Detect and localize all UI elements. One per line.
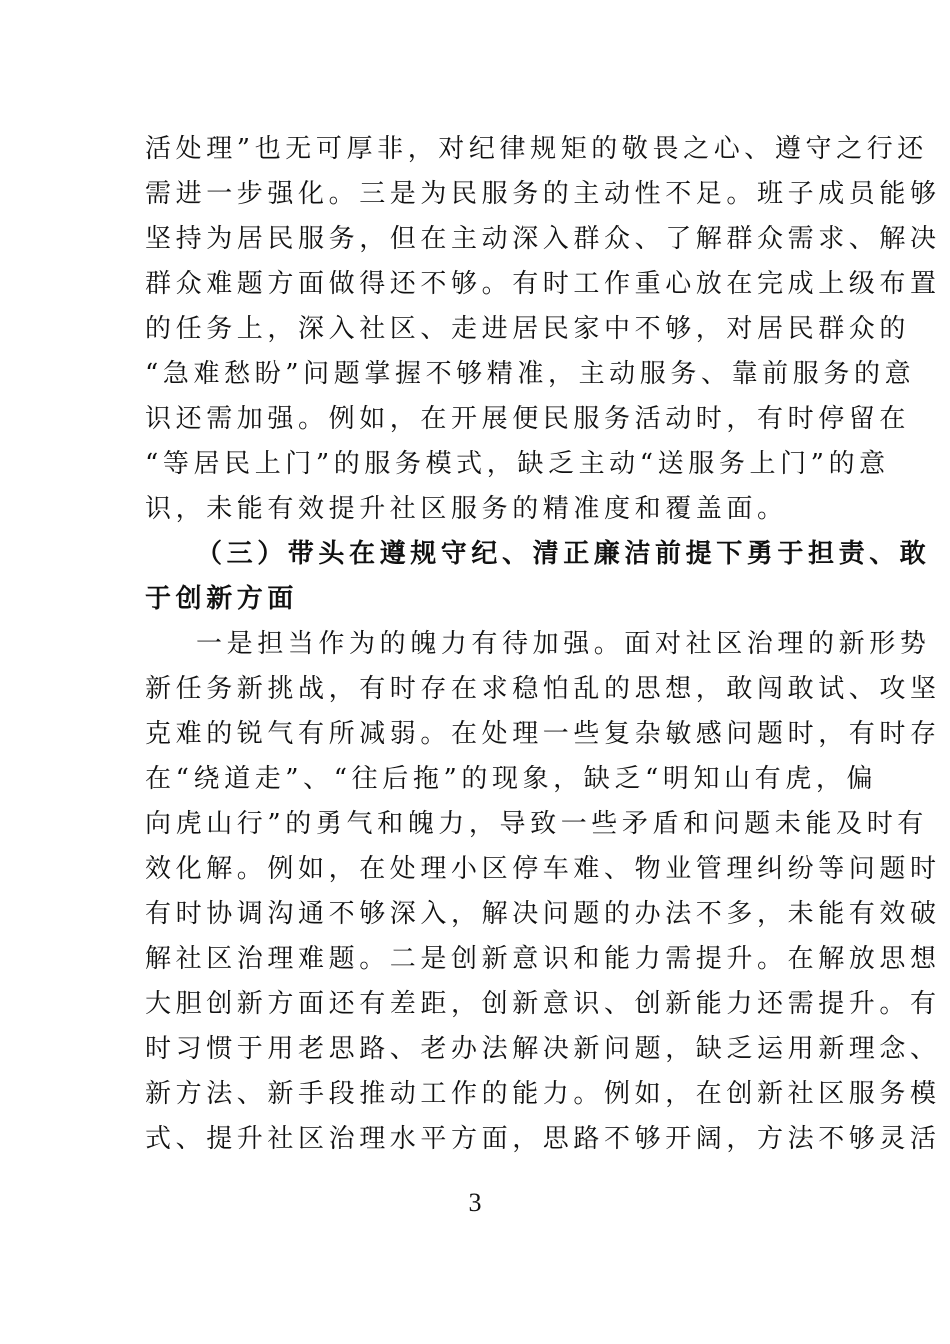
body-text-line: 识还需加强。例如，在开展便民服务活动时，有时停留在 — [145, 404, 911, 434]
section-heading-line: 于创新方面 — [145, 584, 299, 614]
body-text-line: 向虎山行”的勇气和魄力，导致一些矛盾和问题未能及时有 — [145, 809, 928, 839]
page-number: 3 — [468, 1188, 482, 1217]
body-text-line: 识，未能有效提升社区服务的精准度和覆盖面。 — [145, 494, 788, 524]
body-text-line: 效化解。例如，在处理小区停车难、物业管理纠纷等问题时 — [145, 854, 941, 884]
body-text-line: 有时协调沟通不够深入，解决问题的办法不多，未能有效破 — [145, 899, 941, 929]
body-text-line: 式、提升社区治理水平方面，思路不够开阔，方法不够灵活 — [145, 1124, 941, 1154]
body-text-line: 一是担当作为的魄力有待加强。面对社区治理的新形势 — [196, 629, 931, 659]
body-text-line: 在“绕道走”、“往后拖”的现象，缺乏“明知山有虎，偏 — [145, 764, 878, 794]
body-text-line: 大胆创新方面还有差距，创新意识、创新能力还需提升。有 — [145, 989, 941, 1019]
body-text-line: 群众难题方面做得还不够。有时工作重心放在完成上级布置 — [145, 269, 941, 299]
body-text-line: 时习惯于用老思路、老办法解决新问题，缺乏运用新理念、 — [145, 1034, 941, 1064]
body-text-line: 解社区治理难题。二是创新意识和能力需提升。在解放思想 — [145, 944, 941, 974]
body-text-line: 需进一步强化。三是为民服务的主动性不足。班子成员能够 — [145, 179, 941, 209]
body-text-line: 的任务上，深入社区、走进居民家中不够，对居民群众的 — [145, 314, 911, 344]
body-text-line: “等居民上门”的服务模式，缺乏主动“送服务上门”的意 — [145, 449, 890, 479]
body-text-line: 坚持为居民服务，但在主动深入群众、了解群众需求、解决 — [145, 224, 941, 254]
section-heading-line: （三）带头在遵规守纪、清正廉洁前提下勇于担责、敢 — [196, 539, 931, 569]
body-text-line: “急难愁盼”问题掌握不够精准，主动服务、靠前服务的意 — [145, 359, 916, 389]
body-text-line: 新方法、新手段推动工作的能力。例如，在创新社区服务模 — [145, 1079, 941, 1109]
body-text-line: 活处理”也无可厚非，对纪律规矩的敬畏之心、遵守之行还 — [145, 134, 928, 164]
body-text-line: 新任务新挑战，有时存在求稳怕乱的思想，敢闯敢试、攻坚 — [145, 674, 941, 704]
body-text-line: 克难的锐气有所减弱。在处理一些复杂敏感问题时，有时存 — [145, 719, 941, 749]
